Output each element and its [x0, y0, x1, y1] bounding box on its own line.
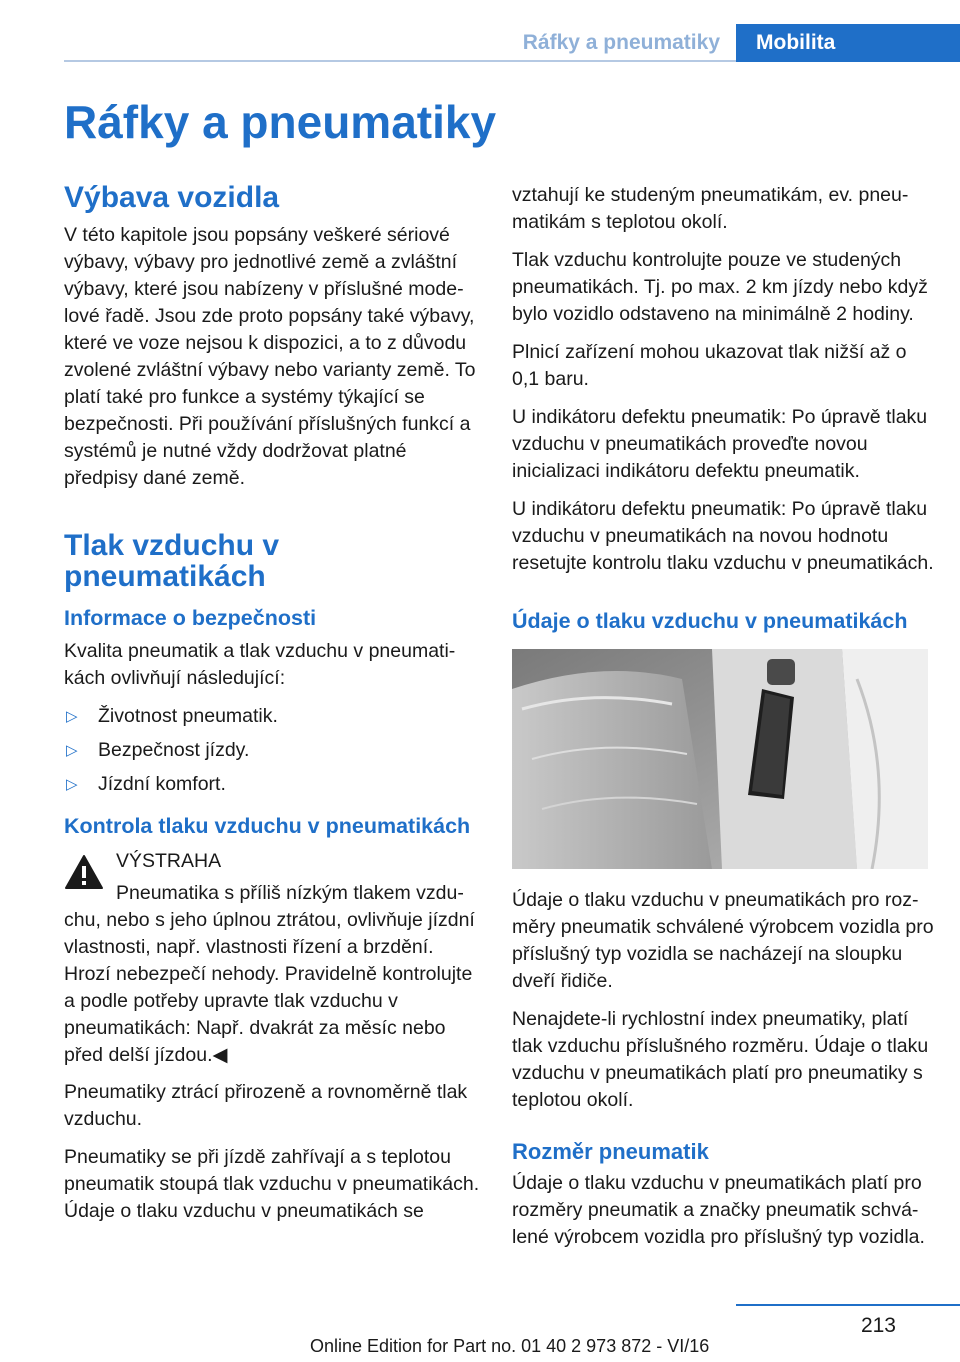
triangle-bullet-icon: ▷ — [66, 776, 78, 793]
heading-tire-size: Rozměr pneumatik — [512, 1139, 709, 1164]
paragraph-tire-size: Údaje o tlaku vzduchu v pneumatikách platí pro rozměry pneumatik a značky pneumatik schválené výrobcem vozidla pro příslušný typ vozidla. — [512, 1172, 925, 1248]
safety-list — [64, 703, 484, 798]
heading-pressure-data: Údaje o tlaku vzduchu v pneumatikách — [512, 609, 908, 633]
list-item: ▷ Životnost pneumatik. — [64, 703, 484, 730]
header-section-label: Ráfky a pneumatiky — [522, 31, 720, 54]
paragraph-heating: Pneumatiky se při jízdě zahřívají a s teplotou pneumatik stoupá tlak vzduchu v pneumatikách. Údaje o tlaku vzduchu v pneumatikách se — [64, 1146, 480, 1222]
warning-title: VÝSTRAHA — [116, 850, 222, 872]
paragraph-speed-index: Nenajdete-li rychlostní index pneumatiky, platí tlak vzduchu příslušného rozměru. Údaje o tlaku vzduchu v pneumatikách platí pro pneumatiky s teplotou okolí. — [512, 1008, 929, 1111]
right-column — [512, 182, 934, 1262]
triangle-bullet-icon: ▷ — [66, 708, 78, 725]
page-number: 213 — [860, 1314, 896, 1337]
paragraph-indicator-reset: U indikátoru defektu pneumatik: Po úpravě tlaku vzduchu v pneumatikách na novou hodnotu resetujte kontrolu tlaku vzduchu v pneumatikách. — [512, 498, 934, 574]
warning-body: Pneumatika s příliš nízkým tlakem vzduchu, nebo s jeho úplnou ztrátou, ovlivňuje jízdní vlastnosti, např. vlastnosti řízení a brzdění. Hrozí nebezpečí nehody. Pravidelně kontrolujte a podle potřeby upravte tlak vzduchu v pneumatikách: Např. dvakrát za měsíc nebo před delší jízdou.◀ — [64, 882, 475, 1066]
heading-pressure-check: Kontrola tlaku vzduchu v pneumatikách — [64, 814, 471, 838]
header-chapter-tab: Mobilita — [736, 24, 960, 62]
paragraph-natural-loss: Pneumatiky ztrácí přirozeně a rovnoměrně tlak vzduchu. — [64, 1081, 468, 1130]
paragraph-filling-device: Plnicí zařízení mohou ukazovat tlak nižší až o 0,1 baru. — [512, 341, 907, 390]
safety-intro: Kvalita pneumatik a tlak vzduchu v pneumatikách ovlivňují následující: — [64, 640, 456, 689]
paragraph-continued: vztahují ke studeným pneumatikám, ev. pneumatikám s teplotou okolí. — [512, 184, 909, 233]
paragraph-cold-check: Tlak vzduchu kontrolujte pouze ve studených pneumatikách. Tj. po max. 2 km jízdy nebo když bylo vozidlo odstaveno na minimálně 2 hodiny. — [512, 249, 928, 325]
footer-rule — [736, 1304, 960, 1306]
heading-safety: Informace o bezpečnosti — [64, 606, 317, 630]
equipment-text: V této kapitole jsou popsány veškeré sériové výbavy, výbavy pro jednotlivé země a zvláštní výbavy, které jsou nabízeny v příslušné modelové řadě. Jsou zde proto popsány také výbavy, které ve voze nejsou k dispozici, a to z důvodu zvolené zvláštní výbavy nebo varianty země. To platí také pro funkce a systémy týkající se bezpečnosti. Při používání příslušných funkcí a systémů je nutné vždy dodržovat platné předpisy dané země. — [64, 224, 476, 489]
heading-equipment: Výbava vozidla — [64, 181, 280, 214]
warning-icon — [64, 854, 104, 890]
door-pillar-label-photo — [512, 649, 928, 869]
paragraph-label-location: Údaje o tlaku vzduchu v pneumatikách pro rozměry pneumatik schválené výrobcem vozidla pro příslušný typ vozidla se nacházejí na sloupku dveří řidiče. — [512, 889, 934, 992]
heading-tire-pressure: Tlak vzduchu v pneumatikách — [64, 529, 280, 593]
list-item: ▷ Jízdní komfort. — [64, 771, 484, 798]
page-title: Ráfky a pneumatiky — [64, 96, 497, 148]
triangle-bullet-icon: ▷ — [66, 742, 78, 759]
paragraph-indicator-init: U indikátoru defektu pneumatik: Po úpravě tlaku vzduchu v pneumatikách proveďte novou inicializaci indikátoru defektu pneumatik. — [512, 406, 928, 482]
list-item: ▷ Bezpečnost jízdy. — [64, 737, 484, 764]
left-column — [64, 182, 484, 1236]
edition-note: Online Edition for Part no. 01 40 2 973 872 - VI/16 — [310, 1336, 710, 1356]
warning-box — [64, 848, 484, 1069]
